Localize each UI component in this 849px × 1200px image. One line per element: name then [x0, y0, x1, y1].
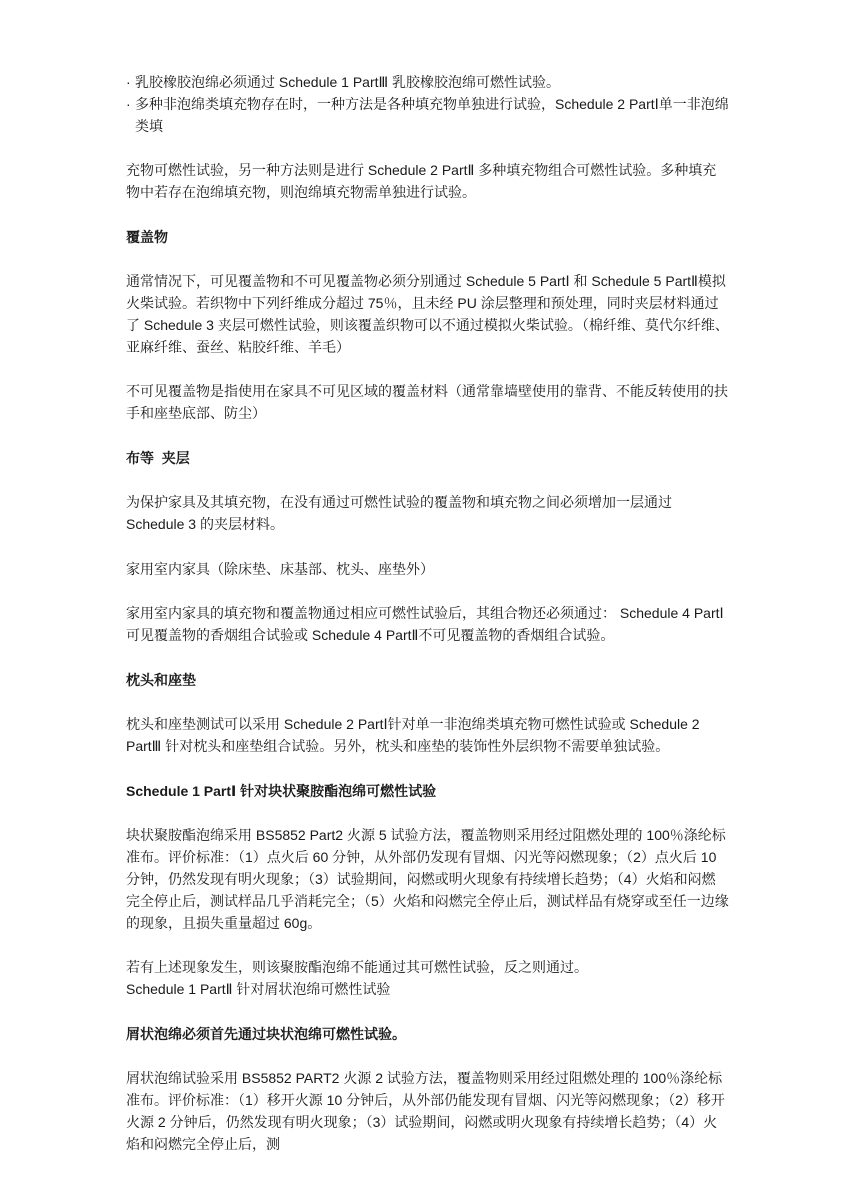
- section-heading: 布等 夹层: [126, 449, 190, 466]
- bullet-marker: ·: [126, 95, 131, 112]
- paragraph: 通常情况下，可见覆盖物和不可见覆盖物必须分别通过 Schedule 5 PartⅠ 和 Schedule 5 PartⅡ模拟火柴试验。若织物中下列纤维成分超过 75％，且未经 PU 涂层整理和预处理，同时夹层材料通过了 Schedule 3 夹层可燃性试验，则该覆盖织物可以不通过模拟火柴试验。（棉纤维、莫代尔纤维、亚麻纤维、蚕丝、粘胶纤维、羊毛）: [126, 273, 729, 355]
- paragraph: [126, 957, 729, 1001]
- section-heading: 枕头和座垫: [126, 671, 196, 688]
- paragraph-line: 若有上述现象发生，则该聚胺酯泡绵不能通过其可燃性试验，反之则通过。: [126, 959, 588, 976]
- paragraph: 屑状泡绵试验采用 BS5852 PART2 火源 2 试验方法，覆盖物则采用经过阻燃处理的 100％涤纶标准布。评价标准：（1）移开火源 10 分钟后，从外部仍能发现有冒烟、闪光等闷燃现象；（2）移开火源 2 分钟后，仍然发现有明火现象；（3）试验期间，闷燃或明火现象有持续增长趋势；（4）火焰和闷燃完全停止后，测: [126, 1070, 725, 1152]
- paragraph: 家用室内家具（除床垫、床基部、枕头、座垫外）: [126, 560, 434, 577]
- paragraph-line: Schedule 1 PartⅡ 针对屑状泡绵可燃性试验: [126, 981, 391, 998]
- paragraph: 不可见覆盖物是指使用在家具不可见区域的覆盖材料（通常靠墙壁使用的靠背、不能反转使用的扶手和座垫底部、防尘）: [126, 383, 728, 422]
- section-heading: Schedule 1 PartⅠ 针对块状聚胺酯泡绵可燃性试验: [126, 782, 437, 799]
- bullet-marker: ·: [126, 74, 131, 90]
- section-heading: 覆盖物: [126, 228, 168, 245]
- list-item-text: 多种非泡绵类填充物存在时，一种方法是各种填充物单独进行试验，Schedule 2 PartⅠ单一非泡绵类填: [135, 95, 729, 134]
- paragraph: 为保护家具及其填充物，在没有通过可燃性试验的覆盖物和填充物之间必须增加一层通过 Schedule 3 的夹层材料。: [126, 494, 676, 533]
- list-item-text: 乳胶橡胶泡绵必须通过 Schedule 1 PartⅢ 乳胶橡胶泡绵可燃性试验。: [135, 74, 561, 90]
- paragraph: 充物可燃性试验，另一种方法则是进行 Schedule 2 PartⅡ 多种填充物组合可燃性试验。多种填充物中若存在泡绵填充物，则泡绵填充物需单独进行试验。: [126, 162, 717, 201]
- document-content: [126, 72, 729, 1156]
- list-item: [126, 94, 729, 138]
- list-item: [126, 72, 729, 94]
- paragraph: 家用室内家具的填充物和覆盖物通过相应可燃性试验后，其组合物还必须通过： Schedule 4 PartⅠ可见覆盖物的香烟组合试验或 Schedule 4 PartⅡ不可见覆盖物的香烟组合试验。: [126, 605, 724, 644]
- bullet-list: [126, 72, 729, 138]
- section-heading: 屑状泡绵必须首先通过块状泡绵可燃性试验。: [126, 1025, 406, 1042]
- paragraph: 枕头和座垫测试可以采用 Schedule 2 PartⅠ针对单一非泡绵类填充物可燃性试验或 Schedule 2 PartⅢ 针对枕头和座垫组合试验。另外，枕头和座垫的装饰性外层织物不需要单独试验。: [126, 716, 704, 755]
- paragraph: 块状聚胺酯泡绵采用 BS5852 Part2 火源 5 试验方法，覆盖物则采用经过阻燃处理的 100％涤纶标准布。评价标准：（1）点火后 60 分钟，从外部仍发现有冒烟、闪光等闷燃现象；（2）点火后 10 分钟，仍然发现有明火现象；（3）试验期间，闷燃或明火现象有持续增长趋势；（4）火焰和闷燃完全停止后，测试样品几乎消耗完全；（5）火焰和闷燃完全停止后，测试样品有烧穿或至任一边缘的现象，且损失重量超过 60g。: [126, 827, 729, 931]
